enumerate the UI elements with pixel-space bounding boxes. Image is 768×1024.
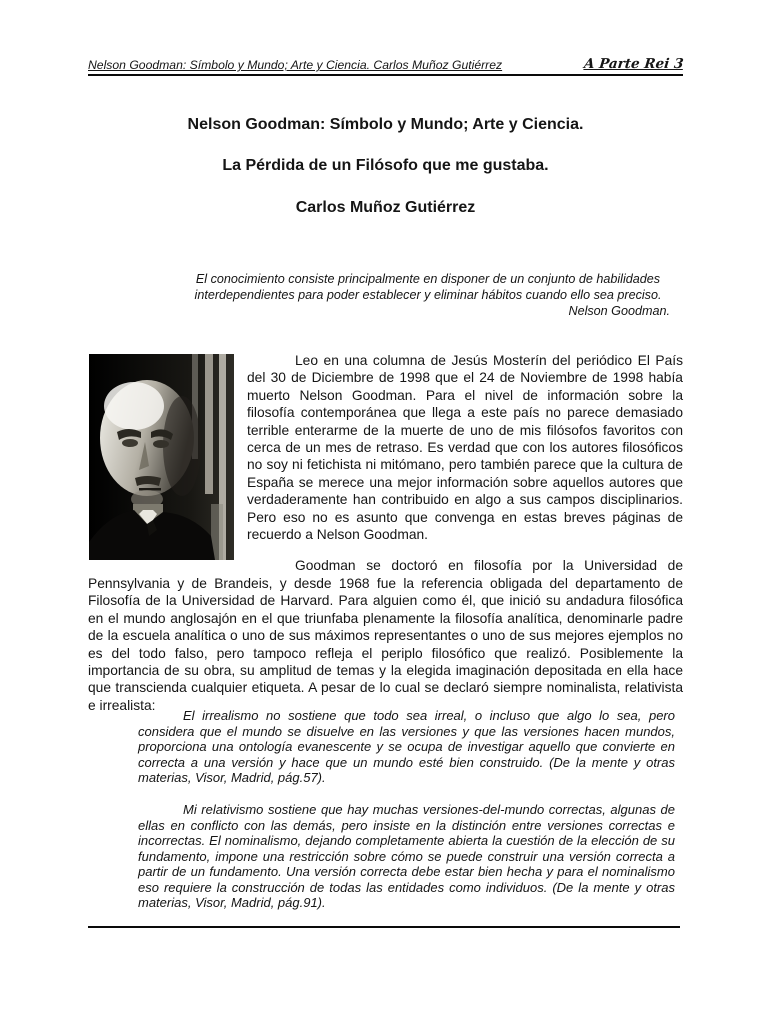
blockquote-relativismo: Mi relativismo sostiene que hay muchas versiones-del-mundo correctas, algunas de ellas en conflicto con las demás, pero insiste en la distinción entre versiones correctas e incorrectas. El nominalismo, dejando completamente abierta la cuestión de la elección de su fundamento, impone una restricción sobre cómo se puede construir una versión correcta a partir de un fundamento. Una versión correcta debe estar bien hecha y para el nominalismo eso requiere la construcción de todas las entidades como individuos. (De la mente y otras materias, Visor, Madrid, pág.91). xyxy=(138,802,675,910)
epigraph xyxy=(186,271,670,319)
portrait-illustration xyxy=(89,354,234,560)
article-subtitle: La Pérdida de un Filósofo que me gustaba. xyxy=(222,157,549,174)
epigraph-attribution: Nelson Goodman. xyxy=(568,304,670,318)
paragraph-2: Goodman se doctoró en filosofía por la Universidad de Pennsylvania y de Brandeis, y desde 1968 fue la referencia obligada del departamento de Filosofía de la Universidad de Harvard. Para alguien como él, que inició su andadura filosófica en el mundo anglosajón en el que triunfaba plenamente la filosofía analítica, denominarle padre de la escuela analítica o uno de sus máximos representantes o uno de sus mejores ejemplos no es del todo falso, pero tampoco refleja el periplo filosófico que realizó. Posiblemente la importancia de su obra, su amplitud de temas y la elegida imaginación depositada en ella hace que transcienda cualquier etiqueta. A pesar de lo cual se declaró siempre nominalista, relativista e irrealista: xyxy=(88,558,683,713)
page-header xyxy=(88,56,683,76)
footer-rule xyxy=(88,926,680,928)
running-title: Nelson Goodman: Símbolo y Mundo; Arte y Ciencia. Carlos Muñoz Gutiérrez xyxy=(88,58,503,72)
portrait-photo-nelson-goodman xyxy=(89,354,234,560)
blockquote-irrealismo: El irrealismo no sostiene que todo sea irreal, o incluso que algo lo sea, pero considera que el mundo se disuelve en las versiones y que las versiones hacen mundos, proporciona una ontología evanescente y se ocupa de investigar aquello que convierte en correcta a una versión y hace que un mundo esté bien construido. (De la mente y otras materias, Visor, Madrid, pág.57). xyxy=(138,708,675,785)
paragraph-1: Leo en una columna de Jesús Mosterín del periódico El País del 30 de Diciembre de 1998 que el 24 de Noviembre de 1998 había muerto Nelson Goodman. Para el nivel de información sobre la filosofía contemporánea que llega a este país no parece demasiado terrible enterarme de la muerte de uno de mis filósofos favoritos con cerca de un mes de retraso. Es verdad que con los autores filosóficos no soy ni fetichista ni mitómano, pero también parece que la cultura de España se merece una mejor información sobre aquellos autores que verdaderamente han contribuido en algo a sus campos disciplinarios. Pero eso no es asunto que convenga en estas breves páginas de recuerdo a Nelson Goodman. xyxy=(247,353,683,543)
article-author: Carlos Muñoz Gutiérrez xyxy=(295,199,476,216)
article-body xyxy=(88,352,683,714)
article-title: Nelson Goodman: Símbolo y Mundo; Arte y Ciencia. xyxy=(187,116,584,133)
epigraph-text: El conocimiento consiste principalmente en disponer de un conjunto de habilidades interdependientes para poder establecer y eliminar hábitos cuando ello sea preciso. xyxy=(194,272,662,302)
journal-mark: A Parte Rei 3 xyxy=(582,56,684,72)
